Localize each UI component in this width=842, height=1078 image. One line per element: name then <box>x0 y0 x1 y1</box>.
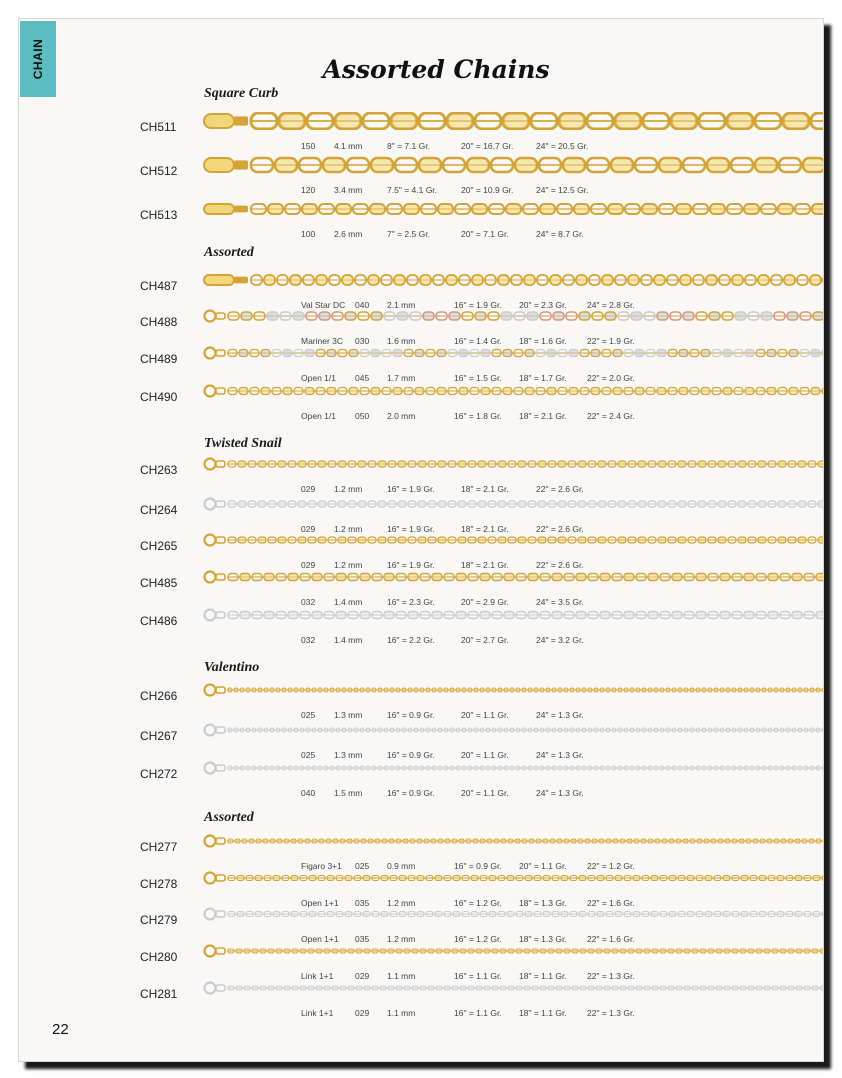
spec-value: 7.5" = 4.1 Gr. <box>387 185 438 195</box>
clasp-icon <box>205 459 226 470</box>
spec-value: 2.0 mm <box>387 411 416 421</box>
clasp-icon <box>205 610 226 621</box>
chain-image <box>203 531 823 549</box>
spec-value: 16" = 0.9 Gr. <box>387 788 435 798</box>
item-code: CH264 <box>140 503 178 517</box>
chain-image <box>203 495 823 513</box>
spec-value: 18" = 1.1 Gr. <box>519 1008 567 1018</box>
chain-links <box>227 461 823 467</box>
clasp-icon <box>205 535 226 546</box>
spec-value: 20" = 2.3 Gr. <box>519 300 567 310</box>
spec-value: 029 <box>355 971 370 981</box>
chain-image <box>203 568 823 586</box>
item-code: CH277 <box>140 840 178 854</box>
spec-value: 22" = 2.6 Gr. <box>536 484 584 494</box>
spec-value: 7" = 2.5 Gr. <box>387 229 430 239</box>
chain-links <box>227 766 823 770</box>
spec-value: 035 <box>355 898 370 908</box>
spec-value: 16" = 0.9 Gr. <box>387 750 435 760</box>
item-code: CH513 <box>140 208 178 222</box>
spec-value: 20" = 2.9 Gr. <box>461 597 509 607</box>
chain-item <box>19 390 823 426</box>
spec-value: 1.3 mm <box>334 710 363 720</box>
clasp-icon <box>205 572 226 583</box>
spec-value: 029 <box>301 524 316 534</box>
page-number: 22 <box>52 1021 69 1038</box>
chain-image <box>203 905 823 923</box>
spec-value: 032 <box>301 635 316 645</box>
chain-item <box>19 987 823 1023</box>
spec-value: 20" = 1.1 Gr. <box>461 710 509 720</box>
chain-links <box>250 204 823 214</box>
chain-links <box>227 688 823 692</box>
spec-value: 18" = 1.1 Gr. <box>519 971 567 981</box>
spec-value: 24" = 12.5 Gr. <box>536 185 589 195</box>
item-code: CH512 <box>140 164 178 178</box>
spec-value: Val Star DC <box>301 300 346 310</box>
chain-item <box>19 463 823 499</box>
spec-value: 22" = 2.6 Gr. <box>536 560 584 570</box>
spec-value: 16" = 1.5 Gr. <box>454 373 502 383</box>
spec-value: 1.6 mm <box>387 336 416 346</box>
spec-value: 24" = 1.3 Gr. <box>536 750 584 760</box>
item-code: CH272 <box>140 767 178 781</box>
spec-value: 24" = 20.5 Gr. <box>536 141 589 151</box>
chain-links <box>250 275 823 285</box>
clasp-icon <box>204 275 248 285</box>
spec-value: 16" = 2.2 Gr. <box>387 635 435 645</box>
spec-value: 20" = 16.7 Gr. <box>461 141 514 151</box>
spec-value: Figaro 3+1 <box>301 861 342 871</box>
clasp-icon <box>205 348 226 359</box>
spec-value: 050 <box>355 411 370 421</box>
spec-value: 025 <box>355 861 370 871</box>
chain-image <box>203 307 823 325</box>
clasp-icon <box>204 114 248 128</box>
spec-value: 029 <box>301 560 316 570</box>
clasp-icon <box>204 204 248 214</box>
spec-value: 1.2 mm <box>387 898 416 908</box>
spec-value: 030 <box>355 336 370 346</box>
spec-value: 18" = 1.7 Gr. <box>519 373 567 383</box>
spec-value: 20" = 1.1 Gr. <box>461 750 509 760</box>
spec-value: 24" = 3.5 Gr. <box>536 597 584 607</box>
spec-value: 16" = 1.1 Gr. <box>454 971 502 981</box>
spec-value: 20" = 1.1 Gr. <box>519 861 567 871</box>
clasp-icon <box>205 983 226 994</box>
spec-value: 035 <box>355 934 370 944</box>
clasp-icon <box>205 499 226 510</box>
chain-item <box>19 767 823 803</box>
tab-label: CHAIN <box>31 38 45 80</box>
spec-value: Open 1/1 <box>301 411 336 421</box>
spec-value: Link 1+1 <box>301 1008 334 1018</box>
clasp-icon <box>205 909 226 920</box>
chain-links <box>227 312 823 320</box>
spec-value: 22" = 1.6 Gr. <box>587 898 635 908</box>
spec-value: 16" = 1.4 Gr. <box>454 336 502 346</box>
chain-links <box>227 501 823 507</box>
spec-value: 1.4 mm <box>334 635 363 645</box>
clasp-icon <box>205 763 226 774</box>
spec-value: 025 <box>301 750 316 760</box>
chain-image <box>203 832 823 850</box>
spec-value: 0.9 mm <box>387 861 416 871</box>
chain-links <box>227 912 823 917</box>
spec-value: 040 <box>301 788 316 798</box>
chain-image <box>203 979 823 997</box>
spec-value: 1.4 mm <box>334 597 363 607</box>
chain-item <box>19 164 823 200</box>
spec-value: 040 <box>355 300 370 310</box>
spec-value: Open 1+1 <box>301 898 339 908</box>
spec-value: 1.2 mm <box>334 484 363 494</box>
chain-links <box>250 113 823 129</box>
spec-value: 20" = 10.9 Gr. <box>461 185 514 195</box>
spec-value: 3.4 mm <box>334 185 363 195</box>
spec-value: 18" = 1.3 Gr. <box>519 934 567 944</box>
spec-value: 22" = 1.3 Gr. <box>587 971 635 981</box>
spec-value: 16" = 1.2 Gr. <box>454 898 502 908</box>
chain-links <box>250 158 823 172</box>
spec-value: 24" = 1.3 Gr. <box>536 788 584 798</box>
spec-value: 18" = 2.1 Gr. <box>519 411 567 421</box>
spec-value: 8" = 7.1 Gr. <box>387 141 430 151</box>
chain-image <box>203 344 823 362</box>
spec-value: 18" = 2.1 Gr. <box>461 524 509 534</box>
spec-value: 22" = 1.9 Gr. <box>587 336 635 346</box>
spec-value: 1.5 mm <box>334 788 363 798</box>
spec-value: 1.7 mm <box>387 373 416 383</box>
spec-value: 16" = 1.1 Gr. <box>454 1008 502 1018</box>
chain-links <box>227 986 823 990</box>
spec-value: 150 <box>301 141 316 151</box>
chain-image <box>203 869 823 887</box>
item-code: CH266 <box>140 689 178 703</box>
spec-value: 18" = 2.1 Gr. <box>461 560 509 570</box>
catalog-page <box>18 18 824 1062</box>
chain-image <box>203 382 823 400</box>
spec-value: 1.2 mm <box>334 524 363 534</box>
item-code: CH279 <box>140 913 178 927</box>
spec-value: 1.2 mm <box>387 934 416 944</box>
spec-value: 16" = 1.8 Gr. <box>454 411 502 421</box>
spec-value: 24" = 8.7 Gr. <box>536 229 584 239</box>
item-code: CH485 <box>140 576 178 590</box>
spec-value: 24" = 3.2 Gr. <box>536 635 584 645</box>
chain-links <box>227 949 823 953</box>
spec-value: 16" = 1.9 Gr. <box>387 524 435 534</box>
section-title: Square Curb <box>204 86 279 101</box>
spec-value: 20" = 2.7 Gr. <box>461 635 509 645</box>
item-code: CH281 <box>140 987 178 1001</box>
spec-value: 22" = 2.0 Gr. <box>587 373 635 383</box>
clasp-icon <box>205 685 226 696</box>
item-code: CH490 <box>140 390 178 404</box>
spec-value: 1.3 mm <box>334 750 363 760</box>
section-title: Valentino <box>204 660 260 675</box>
spec-value: 032 <box>301 597 316 607</box>
clasp-icon <box>205 946 226 957</box>
spec-value: 16" = 0.9 Gr. <box>387 710 435 720</box>
section-title: Assorted <box>204 810 254 825</box>
chain-links <box>227 574 823 581</box>
spec-value: 16" = 2.3 Gr. <box>387 597 435 607</box>
spec-value: 16" = 1.9 Gr. <box>387 484 435 494</box>
item-code: CH278 <box>140 877 178 891</box>
chain-image <box>203 721 823 739</box>
spec-value: 1.1 mm <box>387 1008 416 1018</box>
chain-item <box>19 120 823 156</box>
spec-value: Link 1+1 <box>301 971 334 981</box>
chain-image <box>203 455 823 473</box>
chain-links <box>227 350 823 357</box>
item-code: CH486 <box>140 614 178 628</box>
chain-image <box>203 156 823 174</box>
spec-value: 4.1 mm <box>334 141 363 151</box>
chain-image <box>203 681 823 699</box>
spec-value: Open 1/1 <box>301 373 336 383</box>
item-code: CH488 <box>140 315 178 329</box>
spec-value: 2.6 mm <box>334 229 363 239</box>
chain-item <box>19 689 823 725</box>
spec-value: Open 1+1 <box>301 934 339 944</box>
spec-value: 120 <box>301 185 316 195</box>
clasp-icon <box>205 311 226 322</box>
chain-image <box>203 200 823 218</box>
chain-image <box>203 606 823 624</box>
chain-links <box>227 876 823 881</box>
clasp-icon <box>205 386 226 397</box>
chain-links <box>227 728 823 732</box>
spec-value: 22" = 2.4 Gr. <box>587 411 635 421</box>
spec-value: 24" = 2.8 Gr. <box>587 300 635 310</box>
spec-value: 20" = 1.1 Gr. <box>461 788 509 798</box>
spec-value: 16" = 0.9 Gr. <box>454 861 502 871</box>
spec-value: 18" = 1.3 Gr. <box>519 898 567 908</box>
item-code: CH511 <box>140 120 177 134</box>
spec-value: 045 <box>355 373 370 383</box>
spec-value: 22" = 2.6 Gr. <box>536 524 584 534</box>
spec-value: 22" = 1.3 Gr. <box>587 1008 635 1018</box>
chain-image <box>203 759 823 777</box>
clasp-icon <box>205 725 226 736</box>
spec-value: 18" = 1.6 Gr. <box>519 336 567 346</box>
spec-value: 24" = 1.3 Gr. <box>536 710 584 720</box>
spec-value: 22" = 1.2 Gr. <box>587 861 635 871</box>
chain-links <box>227 612 823 619</box>
item-code: CH263 <box>140 463 178 477</box>
spec-value: 22" = 1.6 Gr. <box>587 934 635 944</box>
item-code: CH487 <box>140 279 178 293</box>
page-title: Assorted Chains <box>322 55 550 84</box>
spec-value: 2.1 mm <box>387 300 416 310</box>
item-code: CH489 <box>140 352 178 366</box>
chain-image <box>203 271 823 289</box>
spec-value: 16" = 1.9 Gr. <box>454 300 502 310</box>
spec-value: 16" = 1.9 Gr. <box>387 560 435 570</box>
spec-value: 16" = 1.2 Gr. <box>454 934 502 944</box>
chain-links <box>227 839 823 843</box>
spec-value: 025 <box>301 710 316 720</box>
clasp-icon <box>205 873 226 884</box>
chain-item <box>19 208 823 244</box>
spec-value: 1.2 mm <box>334 560 363 570</box>
spec-value: 18" = 2.1 Gr. <box>461 484 509 494</box>
spec-value: 029 <box>355 1008 370 1018</box>
spec-value: 1.1 mm <box>387 971 416 981</box>
spec-value: 20" = 7.1 Gr. <box>461 229 509 239</box>
chain-image <box>203 112 823 130</box>
clasp-icon <box>205 836 226 847</box>
item-code: CH280 <box>140 950 178 964</box>
spec-value: Mariner 3C <box>301 336 344 346</box>
chain-links <box>227 537 823 543</box>
spec-value: 029 <box>301 484 316 494</box>
section-title: Twisted Snail <box>204 436 282 451</box>
chain-item <box>19 614 823 650</box>
item-code: CH267 <box>140 729 178 743</box>
clasp-icon <box>204 158 248 172</box>
chain-image <box>203 942 823 960</box>
spec-value: 100 <box>301 229 316 239</box>
item-code: CH265 <box>140 539 178 553</box>
chain-links <box>227 388 823 395</box>
section-title: Assorted <box>204 245 254 260</box>
